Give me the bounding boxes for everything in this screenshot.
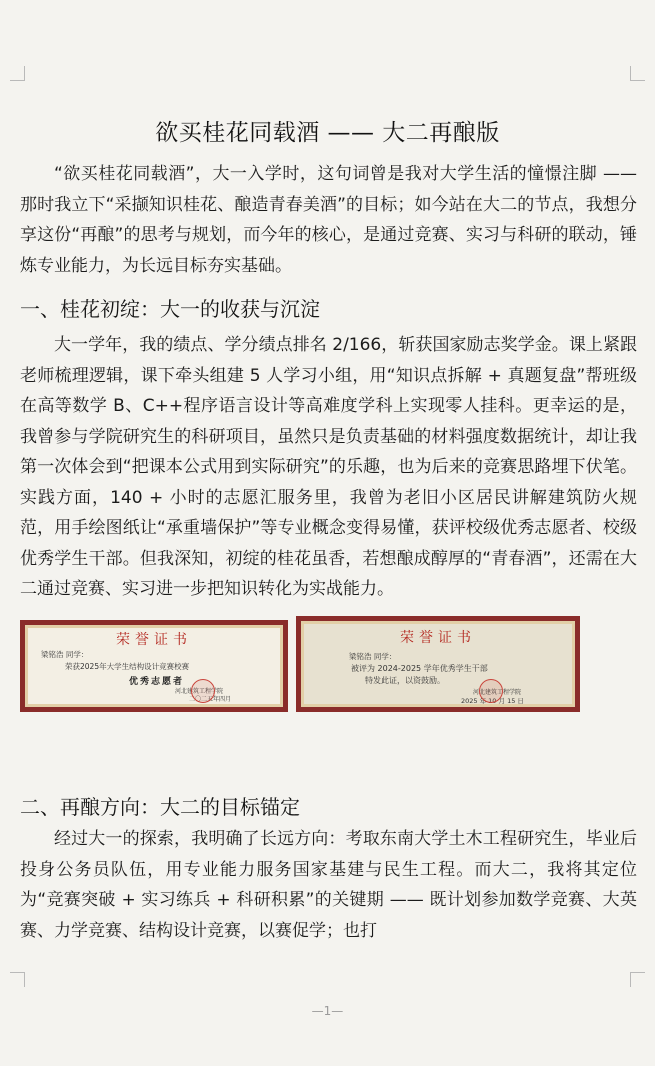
section-2-paragraph: 经过大一的探索，我明确了长远方向：考取东南大学土木工程研究生，毕业后投身公务员队伍，用专业能力服务国家基建与民生工程。而大二，我将其定位为“竞赛突破 + 实习练兵 + 科研积累”的关键期 —— 既计划参加数学竞赛、大英赛、力学竞赛、结构设计竞赛，以赛促学；也打 xyxy=(20,829,637,941)
page-corner-mark xyxy=(10,972,25,987)
certificate-honor: 优秀志愿者 xyxy=(129,677,185,687)
official-seal-icon xyxy=(479,679,503,703)
page-corner-mark xyxy=(630,66,645,81)
official-seal-icon xyxy=(191,679,215,703)
certificate-issuer: 河北建筑工程学院 xyxy=(473,689,522,696)
certificate-text: 荣获2025年大学生结构设计竞赛校赛 xyxy=(65,662,190,671)
certificate-date: 二〇二五年四月 xyxy=(189,696,232,703)
certificate-recipient: 梁铭浩 同学： xyxy=(41,650,89,659)
page-corner-mark xyxy=(10,66,25,81)
intro-paragraph: “欲买桂花同载酒”，大一入学时，这句词曾是我对大学生活的憧憬注脚 —— 那时我立下“采撷知识桂花、酿造青春美酒”的目标；如今站在大二的节点，我想分享这份“再酿”的思考与规划，而今年的核心，是通过竞赛、实习与科研的联动，锤炼专业能力，为长远目标夯实基础。 xyxy=(20,164,637,276)
certificate-honor: 特发此证，以资鼓励。 xyxy=(365,676,445,685)
certificate-date: 2025 年 10 月 15 日 xyxy=(461,697,524,705)
document-title: 欲买桂花同载酒 —— 大二再酿版 xyxy=(155,120,500,146)
certificate-recipient: 梁铭浩 同学： xyxy=(349,652,397,661)
section-heading-2: 二、再酿方向：大二的目标锚定 xyxy=(20,795,300,819)
certificate-photo-cadre xyxy=(296,616,580,712)
certificate-photo-volunteer xyxy=(20,620,288,712)
page-corner-mark xyxy=(630,972,645,987)
certificate-title: 荣誉证书 xyxy=(400,630,476,646)
section-1-paragraph: 大一学年，我的绩点、学分绩点排名 2/166，斩获国家励志奖学金。课上紧跟老师梳理逻辑，课下牵头组建 5 人学习小组，用“知识点拆解 + 真题复盘”帮班级在高等数学 B、C++程序语言设计等高难度学科上实现零人挂科。更幸运的是，我曾参与学院研究生的科研项目，虽然只是负责基础的材料强度数据统计，却让我第一次体会到“把课本公式用到实际研究”的乐趣，也为后来的竞赛思路埋下伏笔。实践方面，140 + 小时的志愿汇服务里，我曾为老旧小区居民讲解建筑防火规范，用手绘图纸让“承重墙保护”等专业概念变得易懂，获评校级优秀志愿者、校级优秀学生干部。但我深知，初绽的桂花虽香，若想酿成醇厚的“青春酒”，还需在大二通过竞赛、实习进一步把知识转化为实战能力。 xyxy=(20,335,637,599)
certificate-title: 荣誉证书 xyxy=(116,632,192,648)
page-number: —1— xyxy=(311,1004,344,1018)
certificate-text: 被评为 2024-2025 学年优秀学生干部 xyxy=(351,664,488,673)
certificate-issuer: 河北建筑工程学院 xyxy=(175,688,224,695)
section-heading-1: 一、桂花初绽：大一的收获与沉淀 xyxy=(20,297,320,321)
